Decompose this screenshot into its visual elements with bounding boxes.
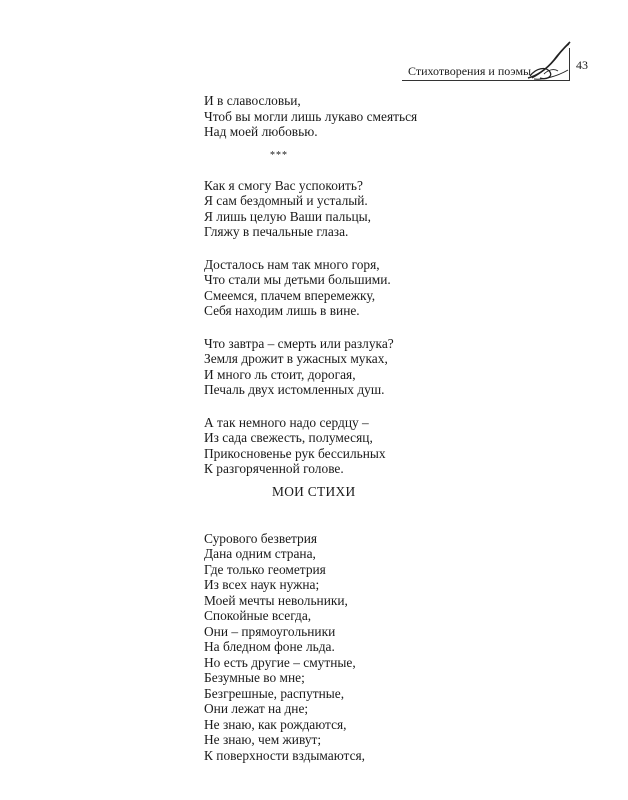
verse-line: Спокойные всегда, xyxy=(204,608,312,623)
verse-block-continued xyxy=(204,93,417,140)
verse-line: Я сам бездомный и усталый. xyxy=(204,193,368,208)
verse-line: Безумные во мне; xyxy=(204,670,305,685)
poem-title: МОИ СТИХИ xyxy=(272,484,356,499)
verse-line: Досталось нам так много горя, xyxy=(204,256,380,272)
stanza xyxy=(204,336,417,398)
verse-line: К разгоряченной голове. xyxy=(204,461,344,476)
verse-line: Не знаю, как рождаются, xyxy=(204,716,347,732)
verse-line: Не знаю, чем живут; xyxy=(204,732,322,747)
verse-line: Что стали мы детьми большими. xyxy=(204,272,391,287)
verse-line: Моей мечты невольники, xyxy=(204,592,348,608)
stanza xyxy=(204,257,417,319)
verse-line: Себя находим лишь в вине. xyxy=(204,303,360,318)
running-header-title: Стихотворения и поэмы xyxy=(408,64,532,78)
stanza xyxy=(204,415,417,477)
verse-line: Прикосновенье рук бессильных xyxy=(204,445,386,461)
verse-line: Чтоб вы могли лишь лукаво смеяться xyxy=(204,108,418,124)
verse-line: Из всех наук нужна; xyxy=(204,577,320,592)
verse-line: А так немного надо сердцу – xyxy=(204,414,369,430)
verse-line: Над моей любовью. xyxy=(204,124,318,139)
verse-line: И много ль стоит, дорогая, xyxy=(204,366,356,382)
verse-line: На бледном фоне льда. xyxy=(204,639,335,654)
verse-line: Но есть другие – смутные, xyxy=(204,654,356,670)
verse-line: Они лежат на дне; xyxy=(204,701,309,716)
verse-line: Из сада свежесть, полумесяц, xyxy=(204,430,373,445)
text-column xyxy=(204,93,417,763)
verse-line: К поверхности вздымаются, xyxy=(204,747,366,763)
verse-line: Сурового безветрия xyxy=(204,530,318,546)
verse-line: Безгрешные, распутные, xyxy=(204,685,345,701)
swirl-ornament-icon xyxy=(526,40,572,82)
verse-line: Гляжу в печальные глаза. xyxy=(204,224,349,239)
verse-line: Я лишь целую Ваши пальцы, xyxy=(204,208,371,224)
verse-line: И в славословьи, xyxy=(204,93,301,108)
stanza-separator: *** xyxy=(270,150,288,161)
verse-line: Как я смогу Вас успокоить? xyxy=(204,177,363,193)
verse-line: Дана одним страна, xyxy=(204,546,316,561)
page-number: 43 xyxy=(576,58,588,72)
verse-line: Что завтра – смерть или разлука? xyxy=(204,335,394,351)
verse-line: Земля дрожит в ужасных муках, xyxy=(204,351,388,366)
stanza xyxy=(204,178,417,240)
verse-line: Они – прямоугольники xyxy=(204,623,336,639)
verse-line: Где только геометрия xyxy=(204,561,326,577)
verse-line: Печаль двух истомленных душ. xyxy=(204,382,385,397)
poem-moi-stikhi xyxy=(204,531,417,764)
verse-line: Смеемся, плачем вперемежку, xyxy=(204,287,376,303)
